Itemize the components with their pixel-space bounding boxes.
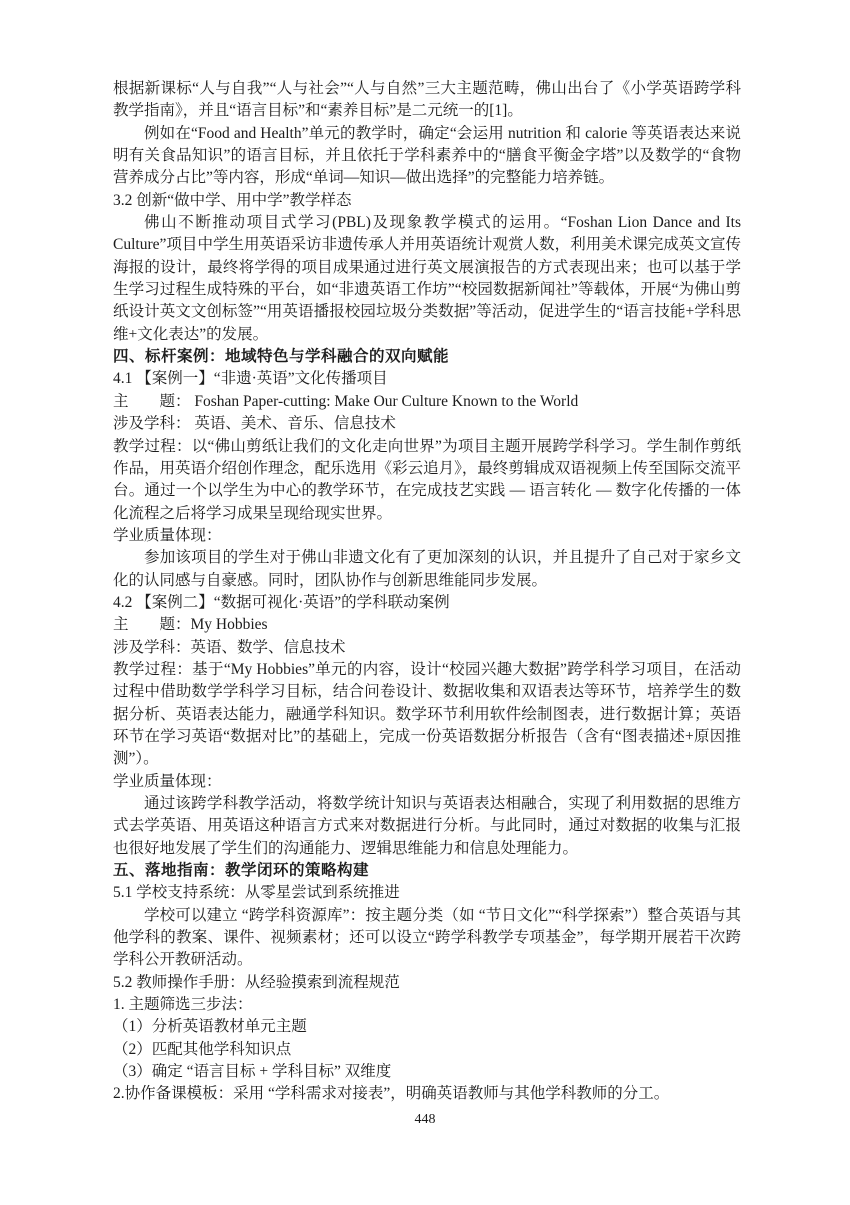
list-item-1: 1. 主题筛选三步法： bbox=[113, 996, 253, 1014]
paragraph-process-case1: 教学过程：以“佛山剪纸让我们的文化走向世界”为项目主题开展跨学科学习。学生制作剪纸作品，用英语介绍创作理念，配乐选用《彩云追月》，最终剪辑成双语视频上传至国际交流平台。通过一个以学生为中心的教学环节，在完成技艺实践 — 语言转化 — 数字化传播的一体化流程之后将学习成果呈现给现实世界。 bbox=[113, 437, 741, 522]
paragraph-quality-case1: 参加该项目的学生对于佛山非遗文化有了更加深刻的认识，并且提升了自己对于家乡文化的认同感与自豪感。同时，团队协作与创新思维能同步发展。 bbox=[113, 549, 741, 589]
list-item-1-3: （3）确定 “语言目标 + 学科目标” 双维度 bbox=[113, 1063, 392, 1081]
label-quality-case1: 学业质量体现： bbox=[113, 526, 222, 544]
list-item-1-2: （2）匹配其他学科知识点 bbox=[113, 1040, 292, 1058]
heading-section-4: 四、标杆案例：地域特色与学科融合的双向赋能 bbox=[113, 348, 450, 366]
list-item-2: 2.协作备课模板：采用 “学科需求对接表”，明确英语教师与其他学科教师的分工。 bbox=[113, 1085, 670, 1103]
paragraph-pbl: 佛山不断推动项目式学习(PBL)及现象教学模式的运用。“Foshan Lion Dance and Its Culture”项目中学生用英语采访非遗传承人并用英语统计观赏人数，利用美术课完成英文宣传海报的设计，最终将学得的项目成果通过进行英文展演报告的方式表现出来；也可以基于学生学习过程生成特殊的平台，如“非遗英语工作坊”“校园数据新闻社”等载体，开展“为佛山剪纸设计英文文创标签”“用英语播报校园垃圾分类数据”等活动，促进学生的“语言技能+学科思维+文化表达”的发展。 bbox=[113, 214, 741, 343]
heading-5-2: 5.2 教师操作手册：从经验摸索到流程规范 bbox=[113, 973, 400, 991]
label-topic-case1: 主 题： Foshan Paper-cutting: Make Our Culture Known to the World bbox=[113, 392, 579, 410]
paragraph-school-support: 学校可以建立 “跨学科资源库”：按主题分类（如 “节日文化”“科学探索”）整合英语与其他学科的教案、课件、视频素材；还可以设立“跨学科教学专项基金”，每学期开展若干次跨学科公开教研活动。 bbox=[113, 906, 741, 969]
heading-5-1: 5.1 学校支持系统：从零星尝试到系统推进 bbox=[113, 884, 400, 902]
label-subjects-case2: 涉及学科：英语、数学、信息技术 bbox=[113, 638, 346, 656]
heading-4-2: 4.2 【案例二】“数据可视化·英语”的学科联动案例 bbox=[113, 593, 450, 611]
paragraph-quality-case2: 通过该跨学科教学活动，将数学统计知识与英语表达相融合，实现了利用数据的思维方式去学英语、用英语这种语言方式来对数据进行分析。与此同时，通过对数据的收集与汇报也很好地发展了学生们的沟通能力、逻辑思维能力和信息处理能力。 bbox=[113, 795, 741, 857]
heading-4-1: 4.1 【案例一】“非遗·英语”文化传播项目 bbox=[113, 370, 388, 388]
label-topic-case2: 主 题：My Hobbies bbox=[113, 616, 268, 634]
paragraph-process-case2: 教学过程：基于“My Hobbies”单元的内容，设计“校园兴趣大数据”跨学科学习项目，在活动过程中借助数学学科学习目标，结合问卷设计、数据收集和双语表达等环节，培养学生的数据分析、英语表达能力，融通学科知识。数学环节利用软件绘制图表，进行数据计算；英语环节在学习英语“数据对比”的基础上，完成一份英语数据分析报告（含有“图表描述+原因推测”）。 bbox=[113, 660, 741, 768]
page-number: 448 bbox=[414, 1112, 436, 1127]
list-item-1-1: （1）分析英语教材单元主题 bbox=[113, 1018, 307, 1036]
heading-section-5: 五、落地指南：教学闭环的策略构建 bbox=[113, 862, 370, 880]
label-subjects-case1: 涉及学科： 英语、美术、音乐、信息技术 bbox=[113, 415, 396, 433]
paragraph-food-health: 例如在“Food and Health”单元的教学时，确定“会运用 nutrition 和 calorie 等英语表达来说明有关食品知识”的语言目标，并且依托于学科素养中的“膳食平衡金字塔”以及数学的“食物营养成分占比”等内容，形成“单词—知识—做出选择”的完整能力培养链。 bbox=[113, 124, 741, 187]
heading-3-2: 3.2 创新“做中学、用中学”教学样态 bbox=[113, 191, 352, 209]
label-quality-case2: 学业质量体现： bbox=[113, 772, 222, 790]
document-body bbox=[113, 78, 741, 1106]
paragraph-continuation: 根据新课标“人与自我”“人与社会”“人与自然”三大主题范畴，佛山出台了《小学英语跨学科教学指南》，并且“语言目标”和“素养目标”是二元统一的[1]。 bbox=[113, 80, 741, 120]
